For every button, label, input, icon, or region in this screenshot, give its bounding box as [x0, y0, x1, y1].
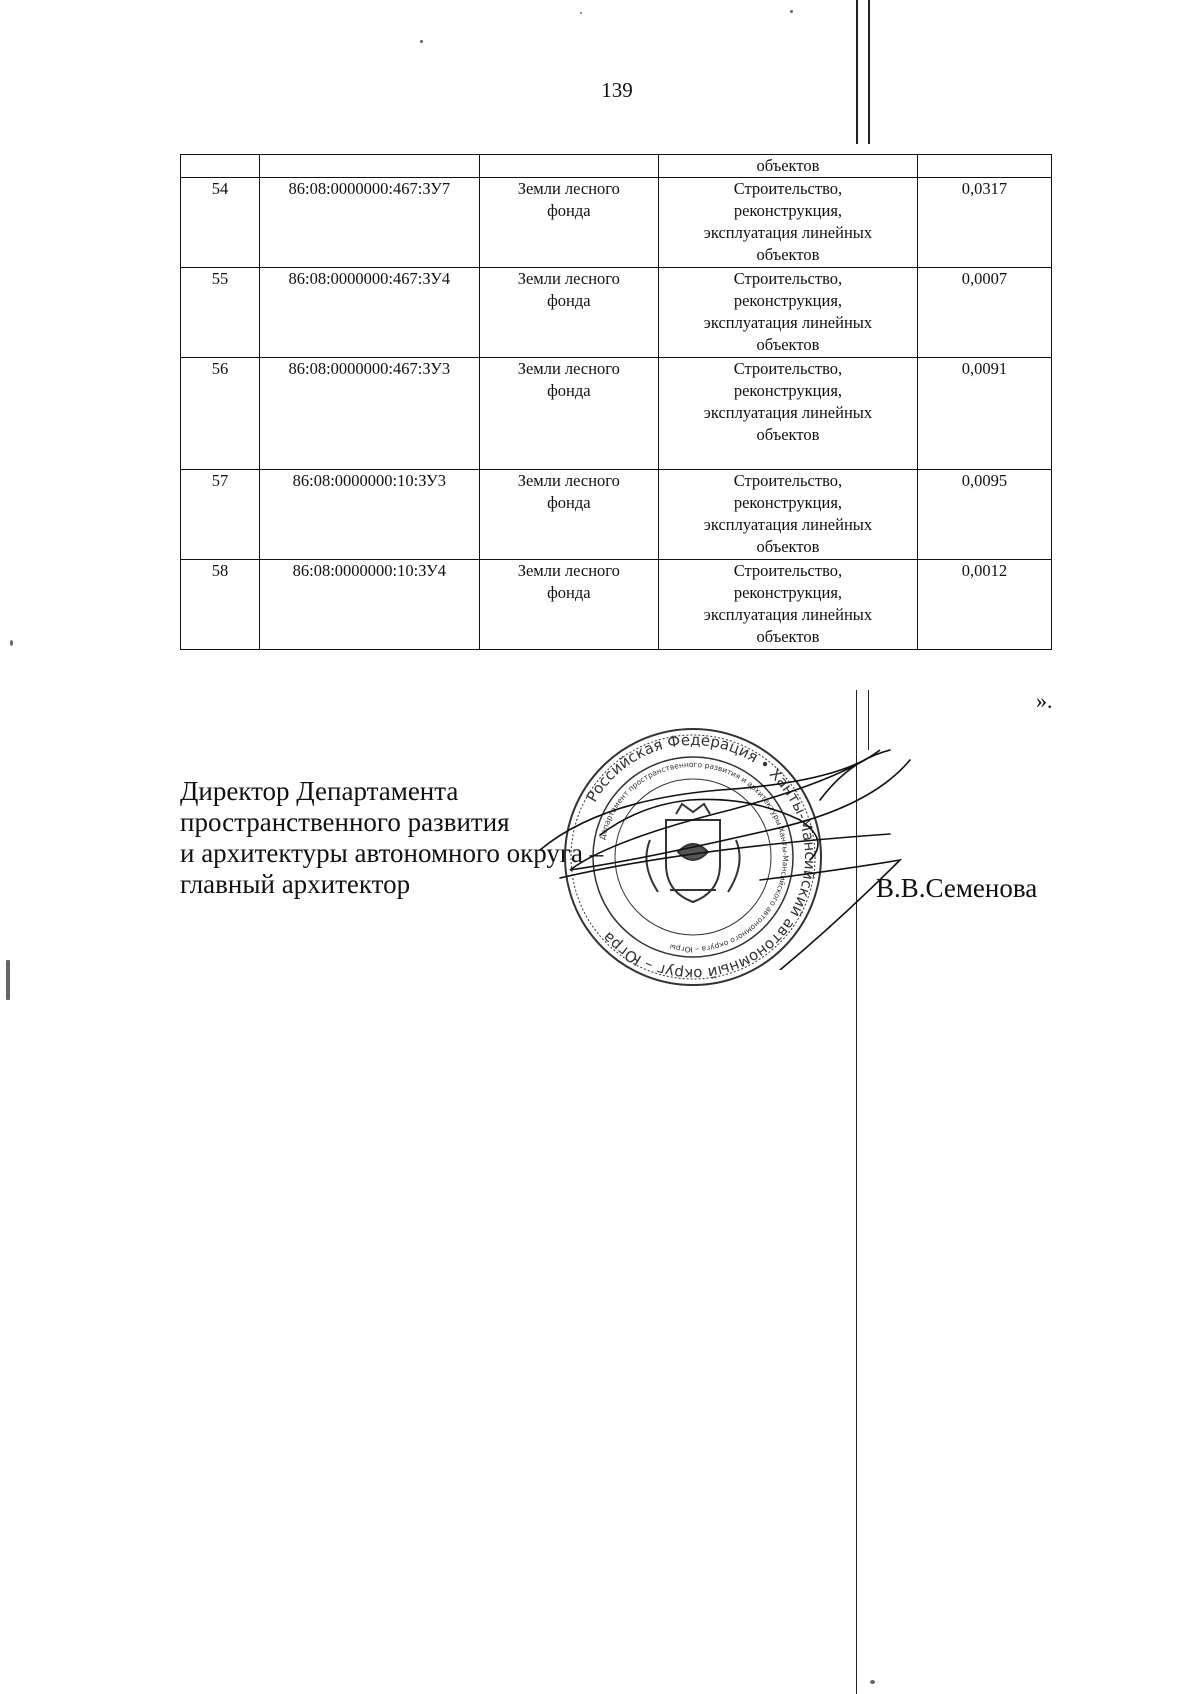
row-number-cell: 54 [181, 178, 260, 268]
permitted-use-line: реконструкция, [733, 583, 843, 602]
scan-speck [580, 12, 582, 14]
permitted-use-cell [659, 178, 918, 268]
row-number-cell: 56 [181, 358, 260, 470]
cadastral-number-cell: 86:08:0000000:10:ЗУ3 [260, 470, 479, 560]
land-plots-table [180, 154, 1052, 650]
land-category-cell [479, 155, 659, 178]
area-cell: 0,0091 [917, 358, 1051, 470]
area-cell: 0,0012 [917, 560, 1051, 650]
land-category-line: Земли лесного [517, 561, 620, 580]
permitted-use-line: эксплуатация линейных [703, 605, 873, 624]
permitted-use-line: Строительство, [733, 561, 843, 580]
scan-speck [790, 10, 793, 13]
permitted-use-line: реконструкция, [733, 291, 843, 310]
cadastral-number-cell: 86:08:0000000:467:ЗУ7 [260, 178, 479, 268]
permitted-use-cell [659, 358, 918, 470]
permitted-use-line: объектов [756, 537, 820, 556]
scan-speck [870, 1680, 875, 1684]
land-category-cell [479, 560, 659, 650]
table-row [181, 470, 1052, 560]
cadastral-number-cell: 86:08:0000000:467:ЗУ3 [260, 358, 479, 470]
scan-binding-line [868, 0, 870, 144]
permitted-use-line: эксплуатация линейных [703, 223, 873, 242]
permitted-use-line: эксплуатация линейных [703, 403, 873, 422]
area-cell: 0,0007 [917, 268, 1051, 358]
permitted-use-line: эксплуатация линейных [703, 313, 873, 332]
permitted-use-cell [659, 268, 918, 358]
area-cell [917, 155, 1051, 178]
scan-speck [420, 40, 423, 43]
land-category-line: фонда [547, 493, 591, 512]
position-line: Директор Департамента [180, 776, 459, 806]
row-number-cell: 55 [181, 268, 260, 358]
land-category-line: Земли лесного [517, 359, 620, 378]
scan-speck [6, 960, 10, 1000]
land-category-cell [479, 178, 659, 268]
closing-quote: ». [1036, 688, 1053, 713]
position-line: и архитектуры автономного округа – [180, 838, 604, 868]
permitted-use-line: объектов [756, 627, 820, 646]
permitted-use-line: Строительство, [733, 359, 843, 378]
permitted-use-cell [659, 560, 918, 650]
permitted-use-line: объектов [756, 245, 820, 264]
stamp-inner-text: Департамент пространственного развития и архитектуры Ханты-Мансийского автономного округа – Югры [597, 759, 791, 955]
cadastral-number-cell: 86:08:0000000:467:ЗУ4 [260, 268, 479, 358]
permitted-use-line: объектов [756, 425, 820, 444]
area-cell: 0,0095 [917, 470, 1051, 560]
land-category-line: Земли лесного [517, 269, 620, 288]
land-category-line: фонда [547, 583, 591, 602]
land-category-line: Земли лесного [517, 179, 620, 198]
permitted-use-line: Строительство, [733, 471, 843, 490]
signer-name: В.В.Семенова [876, 873, 1038, 903]
cadastral-number-cell [260, 155, 479, 178]
table-row [181, 178, 1052, 268]
table-row [181, 358, 1052, 470]
permitted-use-line: эксплуатация линейных [703, 515, 873, 534]
scan-binding-line [856, 0, 858, 144]
scan-speck [10, 640, 13, 646]
row-number-cell [181, 155, 260, 178]
permitted-use-cell: объектов [659, 155, 918, 178]
land-category-line: фонда [547, 381, 591, 400]
table-row-continuation [181, 155, 1052, 178]
permitted-use-line: Строительство, [733, 269, 843, 288]
page-number: 139 [601, 78, 633, 102]
handwritten-signature [520, 740, 940, 970]
permitted-use-line: реконструкция, [733, 381, 843, 400]
table-row [181, 560, 1052, 650]
row-number-cell: 57 [181, 470, 260, 560]
position-line: главный архитектор [180, 869, 411, 899]
cadastral-number-cell: 86:08:0000000:10:ЗУ4 [260, 560, 479, 650]
row-number-cell: 58 [181, 560, 260, 650]
land-category-cell [479, 358, 659, 470]
permitted-use-line: объектов [756, 335, 820, 354]
land-category-line: фонда [547, 201, 591, 220]
stamp-outer-text: Российская Федерация • Ханты-Мансийский автономный округ – Югра [582, 730, 820, 984]
permitted-use-line: Строительство, [733, 179, 843, 198]
area-cell: 0,0317 [917, 178, 1051, 268]
permitted-use-line: реконструкция, [733, 201, 843, 220]
land-category-cell [479, 470, 659, 560]
table-row [181, 268, 1052, 358]
permitted-use-line: реконструкция, [733, 493, 843, 512]
land-category-cell [479, 268, 659, 358]
position-line: пространственного развития [180, 807, 510, 837]
permitted-use-cell [659, 470, 918, 560]
land-category-line: Земли лесного [517, 471, 620, 490]
land-category-line: фонда [547, 291, 591, 310]
